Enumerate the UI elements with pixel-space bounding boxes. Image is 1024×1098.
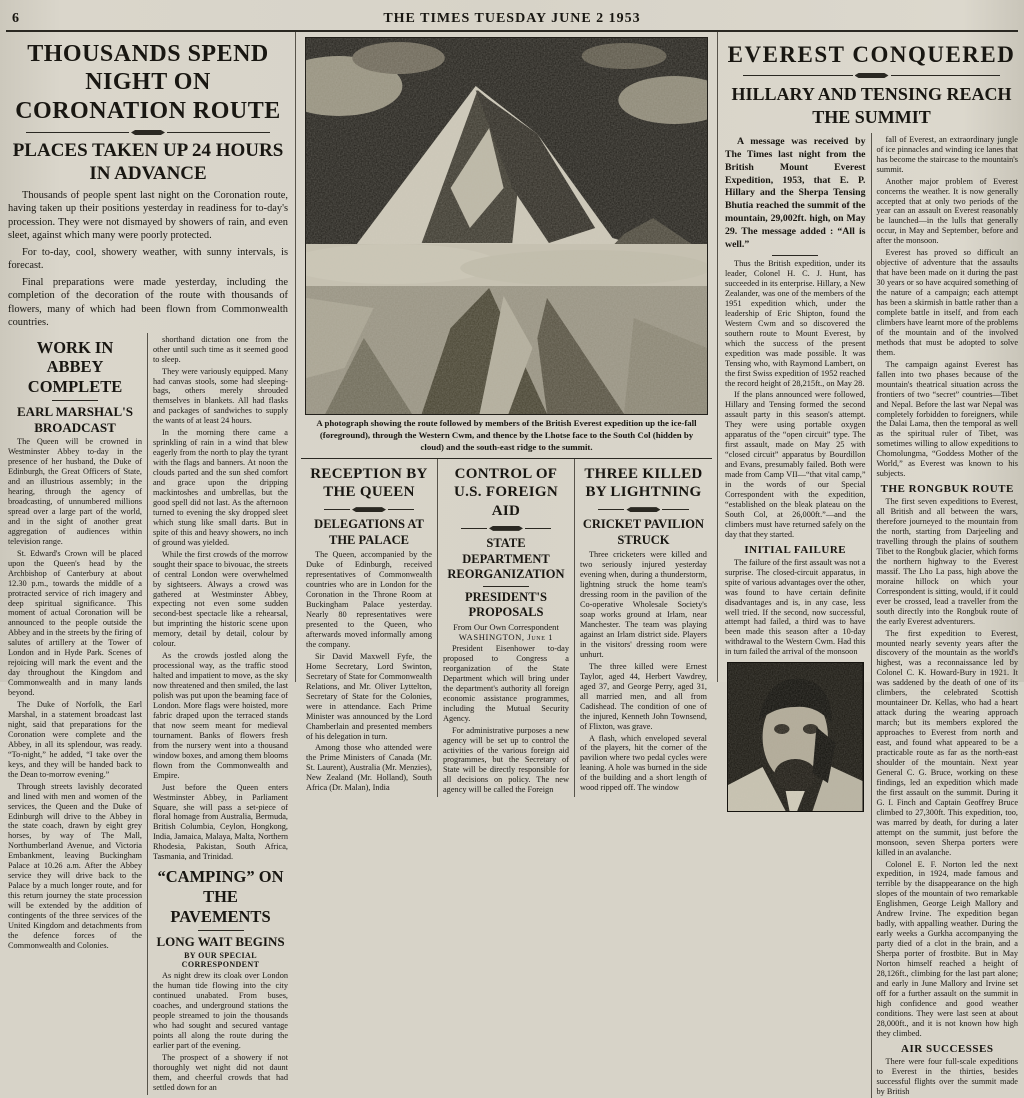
camping-headline: “CAMPING” ON THE PAVEMENTS	[157, 867, 284, 926]
everest-col2-body-3	[877, 1057, 1019, 1097]
divider-diamond	[324, 507, 414, 512]
air-successes-crosshead: AIR SUCCESSES	[901, 1042, 994, 1055]
article-paragraph: As night drew its cloak over London the human tide flowing into the city continued unabated. From buses, coaches, and underground stations the people streamed to join the thousands who had sought and secured vantage points all along the route during the earlier part of the evening.	[153, 971, 288, 1050]
page-content	[0, 32, 1024, 1096]
article-paragraph: The Duke of Norfolk, the Earl Marshal, in a statement broadcast last night, said that preparations for the Coronation were complete and the Abbey, in all its splendour, was ready. “To-night,” he added, “I take over the keys, and they will be handed back to the Dean to-morrow evening.”	[8, 700, 142, 779]
foreign-aid-subhead: STATE DEPARTMENT REORGANIZATION	[447, 535, 565, 582]
abbey-headline: WORK IN ABBEY COMPLETE	[27, 337, 123, 397]
article-paragraph: There were four full-scale expeditions to Everest in the thirties, besides successful flights over the summit made by British	[876, 1056, 1018, 1096]
everest-col2-body-2	[877, 497, 1019, 1038]
reception-article	[301, 459, 438, 798]
everest-col1-body	[725, 259, 866, 540]
foreign-aid-dateline: WASHINGTON, June 1	[458, 632, 554, 642]
everest-deck: HILLARY AND TENSING REACH THE SUMMIT	[731, 84, 1012, 128]
article-paragraph: The first expedition to Everest, mounted nearly seventy years after the discovery of the mountain as the world's highest, was a reconnaissance led by Colonel C. K. Howard-Bury in 1921. It was saddened by the death of one of its climbers, the celebrated Scottish mountaineer Dr. Kellas, who had a heart attack during the wearing approach march; but its members explored the approaches to Everest from north and east, and found what appeared to be a practicable route as far as the north-east shoulder of the mountain. Next year General C. G. Bruce, working on these findings, led an expedition which made the first assault on the summit. During it G. I. Finch and Captain Geoffrey Bruce climbed to 27,300ft. This expedition, too, was marred by death, for during a later attempt on the summit, just before the monsoon, seven Sherpa porters were killed in an avalanche.	[876, 628, 1018, 857]
article-paragraph: The campaign against Everest has fallen into two phases because of the mountain's theatrical situation across the frontiers of two “secret” countries—Tibet and Nepal. Before the last war Nepal was completely forbidden to foreigners, while the Dalai Lama, then the temporal as well as the spiritual ruler of Tibet, was sometimes willing to allow expeditions to Chomolungma, “Goddess Mother of the World,” as Everest was known to his subjects.	[876, 359, 1018, 479]
camping-body	[153, 971, 288, 1092]
reception-subhead: DELEGATIONS AT THE PALACE	[314, 517, 424, 547]
diamond-icon	[855, 73, 889, 78]
crowds-body	[153, 335, 288, 863]
article-paragraph: A flash, which enveloped several of the players, hit the corner of the pavilion where two pedal cycles were leaning. A hole was burned in the side of the building and a short length of wood ripped off. The window	[579, 733, 707, 793]
article-paragraph: In the morning there came a sprinkling of rain in a wind that blew eagerly from the north to play the tyrant with the flags and banners. At noon the clouds parted and the sun shed comfort and grace upon the dripping mackintoshes and umbrellas, but the good spell did not last. As the afternoon turned to evening the sky dropped sleet which stung like small darts. But in spite of this and heavy showers, no inch of ground was yielded.	[153, 428, 288, 547]
reception-headline: RECEPTION BY THE QUEEN	[310, 465, 428, 501]
everest-columns	[725, 133, 1018, 1098]
foreign-aid-deck: PRESIDENT'S PROPOSALS	[464, 589, 547, 620]
lightning-body	[580, 550, 707, 793]
article-paragraph: fall of Everest, an extraordinary jungle of ice pinnacles and winding ice lanes that has become the staircase to the mountain's summit.	[876, 134, 1018, 174]
coronation-subcolumns	[8, 333, 288, 1095]
lightning-subhead: CRICKET PAVILION STRUCK	[582, 517, 705, 547]
portrait-illustration	[728, 663, 863, 811]
article-paragraph: Among those who attended were the Prime Ministers of Canada (Mr. St. Laurent), Australia (Mr. Menzies), New Zealand (Mr. Holland), South Africa (Dr. Malan), India	[306, 743, 432, 793]
page-number: 6	[12, 11, 19, 26]
everest-photo-illustration	[306, 38, 707, 414]
article-paragraph: The prospect of a showery if not thoroughly wet night did not daunt them, and cheerful crowds that had settled down for an	[153, 1052, 288, 1092]
article-paragraph: The three killed were Ernest Taylor, aged 44, Herbert Vawdrey, aged 37, and George Perry, aged 31, all married men, and all from Cadishead. The condition of one of the injured, Kenneth John Townsend, of Flixton, was grave.	[579, 661, 707, 731]
everest-column-1	[725, 133, 872, 1098]
initial-failure-crosshead: INITIAL FAILURE	[744, 543, 847, 556]
article-paragraph: The first seven expeditions to Everest, all British and all between the wars, therefore journeyed to the mountain from the north, starting from Darjeeling and travelling through the plains of southern Tibet to the Rongbuk glacier, which forms the northern highway to the Everest massif. The Lho La pass, high above the moraine hillock on which your Correspondent is sitting, would, if it could ever be crossed, lead a traveller from the south directly into the Rongbuk route of the early Everest adventurers.	[876, 497, 1018, 626]
article-paragraph: President Eisenhower to-day proposed to Congress a reorganization of the State Department which will bring under the department's authority all foreign economic assistance programmes, including the Mutual Security Agency.	[442, 644, 569, 723]
lightning-article	[575, 459, 712, 798]
abbey-subhead: EARL MARSHAL'S BROADCAST	[17, 404, 133, 435]
article-paragraph: While the first crowds of the morrow sought their space to bivouac, the streets of central London were overwhelmed by sightseers. Always a crowd was gathered at Westminster Abbey, expecting not even some sudden second-best spectacle like a rehearsal, but imprinting the historic scene upon memory, detail by detail, colour by colour.	[153, 549, 288, 649]
article-paragraph: The Queen will be crowned in Westminster Abbey to-day in the presence of her husband, the Duke of Edinburgh, the Great Officers of State, and an illustrious assembly; in the hearing, through the agency of broadcasting, of unnumbered millions spread over a large part of the world, and in the sight of another great aggregation of audiences within television range.	[8, 437, 142, 546]
middle-articles	[301, 459, 712, 798]
intro-paragraph: For to-day, cool, showery weather, with sunny intervals, is forecast.	[8, 246, 288, 272]
masthead-title: THE TIMES TUESDAY JUNE 2 1953	[383, 11, 641, 26]
everest-photo	[305, 37, 708, 415]
short-rule	[52, 400, 98, 401]
rongbuk-route-crosshead: THE RONGBUK ROUTE	[880, 483, 1014, 496]
everest-lead	[725, 136, 866, 252]
short-rule	[772, 255, 818, 256]
foreign-aid-article	[438, 459, 575, 798]
article-paragraph: Just before the Queen enters Westminster Abbey, in Parliament Square, she will pass a set-piece of floral homage from Australia, Bermuda, British Columbia, Ceylon, Hongkong, India, Jamaica, Malaya, Malta, Northern Rhodesia, Pakistan, South Africa, Tasmania, and Trinidad.	[153, 782, 288, 862]
center-section	[296, 32, 718, 795]
intro-paragraph: Thousands of people spent last night on the Coronation route, having taken up their positions yesterday in readiness for to-day's procession. They were not dismayed by showers of rain, and even sleet, against which many were poorly protected.	[8, 189, 288, 242]
article-paragraph: Sir David Maxwell Fyfe, the Home Secretary, Lord Swinton, Secretary of State for Commonwealth Relations, and Mr. Oliver Lyttelton, Secretary of State for the Colonies, were in attendance. Each Prime Minister was announced by the Lord Chamberlain and presented members of his delegation in turn.	[306, 651, 432, 741]
climber-portrait-photo	[727, 662, 864, 812]
foreign-aid-headline: CONTROL OF U.S. FOREIGN AID	[453, 465, 558, 520]
intro-paragraph: Final preparations were made yesterday, including the completion of the decoration of the route with thousands of flowers, many of which had been flown from Commonwealth countries.	[8, 276, 288, 329]
divider-diamond	[598, 507, 689, 512]
reception-body	[306, 550, 432, 793]
article-paragraph: If the plans announced were followed, Hillary and Tensing formed the second assault party in this season's attempt. They were using portable oxygen apparatus of the “open circuit” type. The first assault, made on May 25 with “closed circuit” apparatus by Bourdillon and Evans, presumably failed. Both were made from Camp VII—“that vital camp,” in the words of our Special Correspondent with the expedition, “established on the bleak plateau on the South Col, at 26,000ft.”—and the climbers must have returned safely on the day that they started.	[725, 390, 866, 539]
everest-col2-body	[877, 135, 1019, 479]
foreign-aid-body	[443, 644, 569, 795]
article-paragraph: St. Edward's Crown will be placed upon the Queen's head by the Archbishop of Canterbury at about 12.30 p.m., towards the middle of a protracted service of rich imagery and deep spiritual significance. This moment of actual Coronation will be announced to the people outside the Abbey and in the streets by the firing of salutes of artillery at the Tower of London and in Hyde Park. Scenes of rejoicing will mark the event and the day throughout the Kingdom and Commonwealth and in many lands beyond.	[8, 548, 142, 698]
photo-caption: A photograph showing the route followed by members of the British Everest expedition up the ice-fall (foreground), through the Western Cwm, and thence by the Lhotse face to the South Col (hidden by cloud) and the south-east ridge to the summit.	[316, 418, 697, 452]
short-rule	[483, 586, 529, 587]
article-paragraph: Thus the British expedition, under its leader, Colonel H. C. J. Hunt, has succeeded in its enterprise. Hillary, a New Zealander, was one of the members of the 1951 expedition which, under the leadership of Eric Shipton, found the Western Cwm and so discovered the southern route to Mount Everest, by which the success of the present expedition was made possible. It was Tensing who, with Raymond Lambert, on the first Swiss expedition of 1952 reached the record height of 28,215ft., on May 28.	[725, 259, 866, 388]
article-paragraph: Three cricketers were killed and two seriously injured yesterday evening when, during a thunderstorm, lightning struck the home team's dressing room in the pavilion of the Co-operative Wholesale Society's soap works ground at Irlam, near Manchester. The team was playing against an Irlam district side. Players in the visitors' dressing room were unhurt.	[579, 550, 707, 659]
article-paragraph: For administrative purposes a new agency will be set up to control the activities of the various foreign aid programmes, but the Secretary of State will be directly responsible for all decisions on policy. The new agency will be called the Foreign	[442, 725, 569, 795]
foreign-aid-byline: From Our Own Correspondent	[453, 622, 559, 632]
camping-subhead: LONG WAIT BEGINS	[156, 933, 285, 949]
divider-diamond	[743, 73, 1000, 78]
coronation-intro	[8, 189, 288, 330]
coronation-headline: THOUSANDS SPEND NIGHT ON CORONATION ROUTE	[15, 41, 281, 124]
everest-column-2	[872, 133, 1019, 1098]
article-paragraph: shorthand dictation one from the other until such time as it seemed good to sleep.	[153, 334, 288, 364]
article-paragraph: The Queen, accompanied by the Duke of Edinburgh, received representatives of Commonwealth countries who are in London for the Coronation in the Throne Room at Buckingham Palace yesterday. Nearly 80 representatives were presented to the Queen, who afterwards moved informally among the company.	[306, 550, 432, 649]
article-paragraph: Colonel E. F. Norton led the next expedition, in 1924, made famous and terrible by the disappearance on the high slopes of the mountain of two remarkable Englishmen, George Leigh Mallory and Andrew Irvine. The expedition began badly, with appalling weather. During the early weeks a Gurkha accompanying the party died of a clot in the brain, and a Sherpa porter of frostbite. But in May Norton himself reached a height of 28,126ft., climbing for the last part alone; and early in June Mallory and Irvine set off for a further assault on the summit in high confidence and good weather conditions. They were last seen at about 28,000ft., and it is not known how high they climbed.	[876, 859, 1018, 1038]
diamond-icon	[626, 507, 660, 512]
coronation-section	[0, 32, 296, 1092]
lead-paragraph: A message was received by The Times last night from the British Mount Everest Expedition, 1953, that E. P. Hillary and the Sherpa Tensing Bhutia reached the summit of the mountain, 29,002ft. high, on May 29. The message added : “All is well.”	[725, 135, 866, 251]
article-paragraph: The failure of the first assault was not a surprise. The closed-circuit apparatus, in spite of various advantages over the other, was found to have certain definite disadvantages and is, in any case, less well tried. If the second, now successful, attempt had failed, a third was to have been made this season after a 10-day withdrawal to the Western Cwm. Had this in turn failed the arrival of the monsoon	[725, 557, 866, 657]
coronation-deck: PLACES TAKEN UP 24 HOURS IN ADVANCE	[12, 139, 284, 184]
lightning-headline: THREE KILLED BY LIGHTNING	[584, 465, 703, 501]
masthead	[6, 0, 1018, 32]
article-paragraph: Through streets lavishly decorated and lined with men and women of the services, the Queen and the Duke of Edinburgh will drive to the Abbey in the state coach, drawn by eight grey horses, by way of The Mall, Northumberland Avenue, and Victoria Embankment, leaving Buckingham Palace at 10.26 a.m. After the Abbey service they will drive back to the Palace by a much longer route, and for this return journey the state procession will be extended by the addition of contingents of the three services of the United Kingdom and detachments from the defence forces of the Commonwealth and Colonies.	[8, 781, 142, 950]
everest-col1-body-2	[725, 558, 866, 658]
camping-byline: BY OUR SPECIAL CORRESPONDENT	[181, 951, 260, 970]
everest-section	[718, 32, 1024, 1096]
diamond-icon	[489, 526, 523, 531]
diamond-icon	[352, 507, 386, 512]
divider-diamond	[461, 526, 551, 531]
article-paragraph: Another major problem of Everest concerns the weather. It is now generally accepted that at only two periods of the year can an assault on Everest reasonably be launched—in the lulls that generally occur, in May and September, before and after the monsoon.	[876, 176, 1018, 246]
abbey-subcolumn	[8, 333, 148, 1095]
everest-headline: EVEREST CONQUERED	[727, 42, 1016, 67]
divider-diamond	[26, 130, 270, 135]
article-paragraph: They were variously equipped. Many had canvas stools, some had sleeping-bags, others merely shrouded themselves in blankets. All had flasks and packages of sandwiches to supply the wants of at least 24 hours.	[153, 366, 288, 426]
abbey-body	[8, 437, 142, 951]
article-paragraph: As the crowds jostled along the processional way, as the traffic stood halted and impatient to move, as the sky now threatened and then smiled, the last polish was put upon the beaming face of London. More flags were hoisted, more fabric draped upon the terraced stands that now seem meant for medieval tournament. Banks of flowers fresh from the nursery went into a thousand window boxes, and among them blooms flown from the Commonwealth and Empire.	[153, 651, 288, 780]
crowds-subcolumn	[148, 333, 288, 1095]
diamond-icon	[131, 130, 165, 135]
article-paragraph: Everest has proved so difficult an objective of adventure that the assaults that have been made on it during the past 30 years or so have acquired something of the nature of a campaign; each attempt has been a skirmish in battle rather than a complete battle in itself, and from each climbers have learnt more of the problems of the mountain and of the involved methods that must be adopted to solve them.	[876, 248, 1018, 357]
short-rule	[198, 930, 244, 931]
